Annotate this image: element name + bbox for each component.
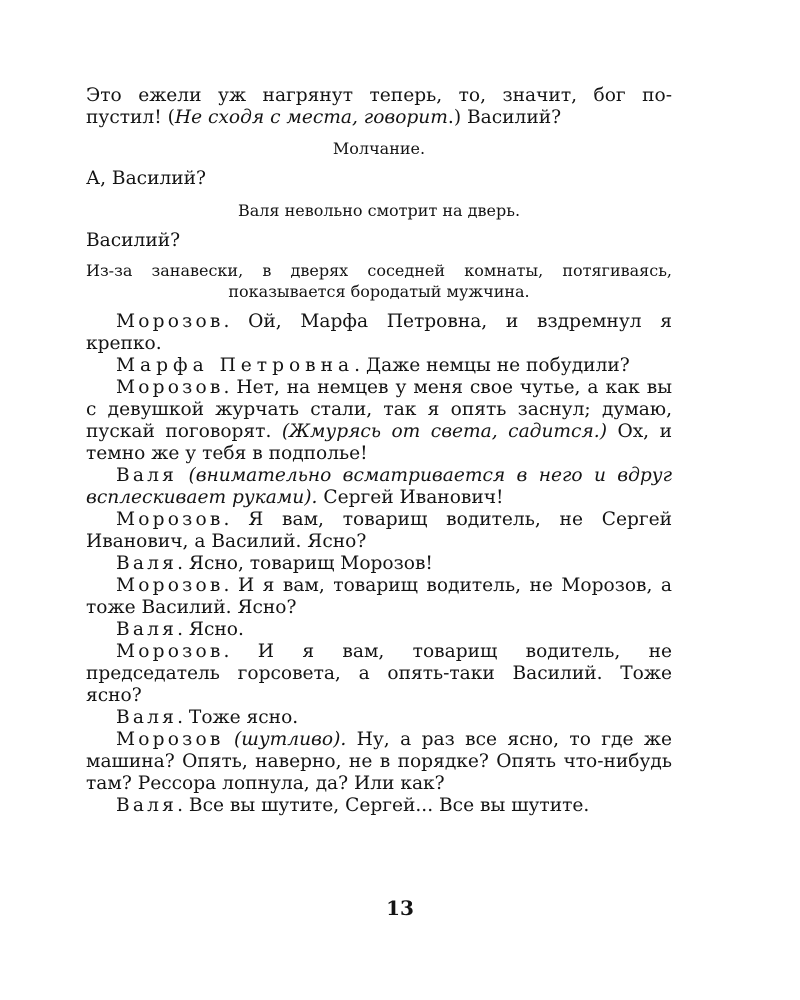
stage-direction: (шутливо).	[233, 729, 347, 750]
stage-direction: (Жмурясь от света, садится.)	[281, 421, 607, 442]
speaker-name: Марфа Петровна	[116, 355, 355, 376]
dialogue-line: Морозов (шутливо). Ну, а раз все ясно, то где же машина? Опять, наверно, не в порядке? Опять что-нибудь там? Рессора лопнула, да? Или как?	[86, 729, 672, 794]
dialogue	[86, 311, 672, 817]
line-vasily-2: А, Василий?	[86, 168, 207, 189]
speaker-name: Морозов	[116, 575, 224, 596]
speaker-name: Морозов	[116, 311, 224, 332]
speaker-name: Морозов	[116, 509, 224, 530]
dialogue-line: Морозов. Я вам, товарищ водитель, не Сергей Иванович, а Василий. Ясно?	[86, 509, 673, 552]
stage-direction-door: Валя невольно смотрит на дверь.	[237, 201, 521, 220]
opening-line-b: пустил! (Не сходя с места, говорит.) Василий?	[86, 107, 562, 128]
speaker-name: Валя	[116, 707, 178, 728]
dialogue-line: Валя. Ясно, товарищ Морозов!	[116, 553, 433, 574]
dialogue-line: Морозов. Нет, на немцев у меня свое чутье, а как вы с девушкой журчать стали, так я опять заснул; думаю, пускай поговорят. (Жмурясь от света, садится.) Ох, и темно же у тебя в подполье!	[86, 377, 672, 464]
stage-direction: Не сходя с места, говорит	[174, 107, 448, 128]
speaker-name: Валя	[116, 553, 178, 574]
page-number: 13	[386, 896, 414, 920]
dialogue-line: Марфа Петровна. Даже немцы не побудили?	[116, 355, 630, 376]
stage-direction-silence: Молчание.	[332, 139, 426, 158]
page-text	[86, 85, 672, 817]
dialogue-line: Валя (внимательно всматривается в него и вдруг всплескивает руками). Сергей Иванович!	[86, 465, 672, 508]
stage-direction-enter-a: Из-за занавески, в дверях соседней комнаты, потягиваясь,	[86, 261, 672, 280]
speaker-name: Валя	[116, 465, 178, 486]
dialogue-line: Морозов. И я вам, товарищ водитель, не председатель горсовета, а опять-таки Василий. Тоже ясно?	[86, 641, 672, 706]
dialogue-line: Валя. Все вы шутите, Сергей... Все вы шутите.	[116, 795, 590, 816]
speaker-name: Валя	[116, 619, 178, 640]
speaker-name: Морозов	[116, 729, 224, 750]
dialogue-line: Валя. Тоже ясно.	[116, 707, 299, 728]
stage-direction: (внимательно всматривается в него и вдруг всплескивает руками).	[86, 465, 672, 508]
dialogue-line: Валя. Ясно.	[116, 619, 244, 640]
speaker-name: Морозов	[116, 377, 224, 398]
dialogue-line: Морозов. И я вам, товарищ водитель, не Морозов, а тоже Василий. Ясно?	[86, 575, 672, 618]
opening-line-a: Это ежели уж нагрянут теперь, то, значит, бог по-	[86, 85, 672, 106]
line-vasily-3: Василий?	[86, 230, 181, 251]
dialogue-line: Морозов. Ой, Марфа Петровна, и вздремнул я крепко.	[86, 311, 672, 354]
stage-direction-enter-b: показывается бородатый мужчина.	[228, 282, 530, 301]
speaker-name: Морозов	[116, 641, 224, 662]
speaker-name: Валя	[116, 795, 178, 816]
